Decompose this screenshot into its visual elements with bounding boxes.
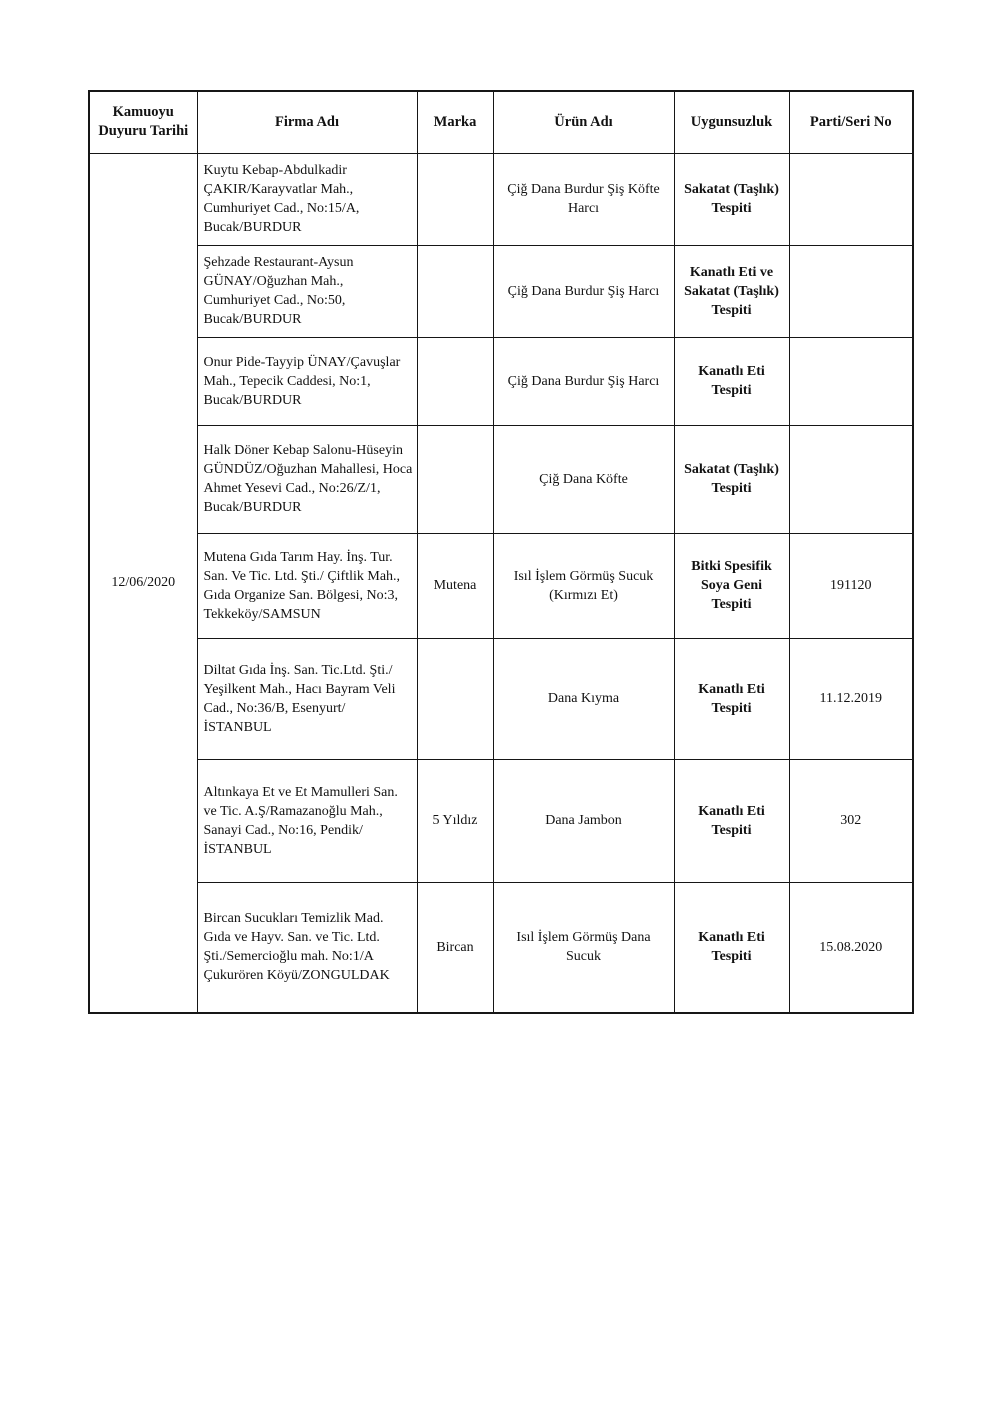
cell-urun: Çiğ Dana Burdur Şiş Harcı: [493, 245, 674, 337]
recall-table: [88, 90, 914, 1014]
table-row: [89, 638, 913, 759]
cell-parti: [789, 337, 913, 425]
table-row: [89, 337, 913, 425]
cell-urun: Çiğ Dana Köfte: [493, 425, 674, 533]
col-header-urun: Ürün Adı: [493, 91, 674, 153]
cell-uygunsuzluk: Bitki Spesifik Soya Geni Tespiti: [674, 533, 789, 638]
cell-uygunsuzluk: Kanatlı Eti Tespiti: [674, 882, 789, 1013]
col-header-date: Kamuoyu Duyuru Tarihi: [89, 91, 197, 153]
col-header-firma: Firma Adı: [197, 91, 417, 153]
cell-uygunsuzluk: Sakatat (Taşlık) Tespiti: [674, 425, 789, 533]
cell-urun: Isıl İşlem Görmüş Dana Sucuk: [493, 882, 674, 1013]
cell-marka: [417, 245, 493, 337]
cell-urun: Dana Jambon: [493, 759, 674, 882]
cell-firma: Diltat Gıda İnş. San. Tic.Ltd. Şti./ Yeşilkent Mah., Hacı Bayram Veli Cad., No:36/B, Esenyurt/İSTANBUL: [197, 638, 417, 759]
cell-parti: 11.12.2019: [789, 638, 913, 759]
cell-marka: [417, 425, 493, 533]
cell-parti: 15.08.2020: [789, 882, 913, 1013]
table-row: [89, 759, 913, 882]
cell-parti: [789, 425, 913, 533]
cell-marka: Bircan: [417, 882, 493, 1013]
col-header-marka: Marka: [417, 91, 493, 153]
cell-marka: 5 Yıldız: [417, 759, 493, 882]
cell-urun: Isıl İşlem Görmüş Sucuk (Kırmızı Et): [493, 533, 674, 638]
cell-parti: [789, 153, 913, 245]
header-row: [89, 91, 913, 153]
cell-firma: Bircan Sucukları Temizlik Mad. Gıda ve Hayv. San. ve Tic. Ltd. Şti./Semercioğlu mah. No:1/A Çukurören Köyü/ZONGULDAK: [197, 882, 417, 1013]
cell-urun: Dana Kıyma: [493, 638, 674, 759]
cell-firma: Halk Döner Kebap Salonu-Hüseyin GÜNDÜZ/Oğuzhan Mahallesi, Hoca Ahmet Yesevi Cad., No:26/Z/1, Bucak/BURDUR: [197, 425, 417, 533]
cell-firma: Mutena Gıda Tarım Hay. İnş. Tur. San. Ve Tic. Ltd. Şti./ Çiftlik Mah., Gıda Organize San. Bölgesi, No:3, Tekkeköy/SAMSUN: [197, 533, 417, 638]
table-row: [89, 533, 913, 638]
cell-urun: Çiğ Dana Burdur Şiş Harcı: [493, 337, 674, 425]
table-row: [89, 153, 913, 245]
cell-marka: [417, 153, 493, 245]
cell-firma: Onur Pide-Tayyip ÜNAY/Çavuşlar Mah., Tepecik Caddesi, No:1, Bucak/BURDUR: [197, 337, 417, 425]
cell-marka: Mutena: [417, 533, 493, 638]
cell-uygunsuzluk: Kanatlı Eti ve Sakatat (Taşlık) Tespiti: [674, 245, 789, 337]
cell-firma: Kuytu Kebap-Abdulkadir ÇAKIR/Karayvatlar Mah., Cumhuriyet Cad., No:15/A, Bucak/BURDUR: [197, 153, 417, 245]
cell-parti: 302: [789, 759, 913, 882]
cell-announcement-date: 12/06/2020: [89, 153, 197, 1013]
cell-parti: [789, 245, 913, 337]
cell-uygunsuzluk: Kanatlı Eti Tespiti: [674, 337, 789, 425]
col-header-parti: Parti/Seri No: [789, 91, 913, 153]
cell-uygunsuzluk: Kanatlı Eti Tespiti: [674, 759, 789, 882]
table-row: [89, 882, 913, 1013]
cell-urun: Çiğ Dana Burdur Şiş Köfte Harcı: [493, 153, 674, 245]
cell-marka: [417, 337, 493, 425]
cell-marka: [417, 638, 493, 759]
cell-uygunsuzluk: Sakatat (Taşlık) Tespiti: [674, 153, 789, 245]
cell-firma: Şehzade Restaurant-Aysun GÜNAY/Oğuzhan Mah., Cumhuriyet Cad., No:50, Bucak/BURDUR: [197, 245, 417, 337]
cell-firma: Altınkaya Et ve Et Mamulleri San. ve Tic. A.Ş/Ramazanoğlu Mah., Sanayi Cad., No:16, Pendik/İSTANBUL: [197, 759, 417, 882]
cell-uygunsuzluk: Kanatlı Eti Tespiti: [674, 638, 789, 759]
col-header-uygunsuzluk: Uygunsuzluk: [674, 91, 789, 153]
cell-parti: 191120: [789, 533, 913, 638]
table-row: [89, 245, 913, 337]
table-row: [89, 425, 913, 533]
